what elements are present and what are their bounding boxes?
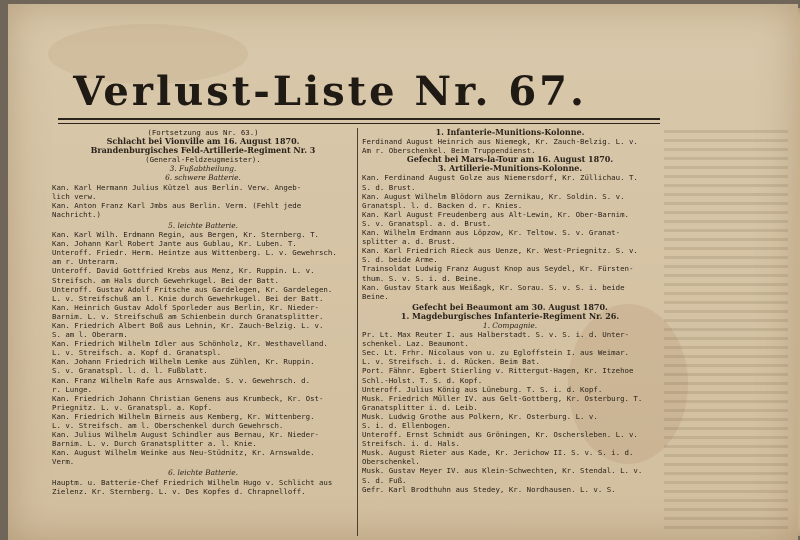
subsection-heading: 3. Fußabtheilung.: [169, 164, 237, 174]
list-entry-line: Unteroff. Gustav Adolf Fritsche aus Gardelegen, Kr. Gardelegen.: [52, 284, 333, 294]
column-divider: [357, 128, 358, 536]
list-entry-line: S. d. Brust.: [362, 182, 416, 192]
faded-text-column: [664, 130, 788, 530]
right-column: [362, 128, 658, 536]
list-entry-line: Musk. Ludwig Grothe aus Polkern, Kr. Osterburg. L. v.: [362, 411, 598, 421]
list-entry-line: Schl.-Holst. T. S. d. Kopf.: [362, 375, 483, 385]
list-entry-line: Kan. Friedrich Wilhelm Idler aus Schönholz, Kr. Westhavelland.: [52, 339, 328, 349]
list-entry-line: Streifsch. i. d. Hals.: [362, 439, 460, 449]
section-heading: 1. Magdeburgisches Infanterie-Regiment Nr. 26.: [400, 311, 620, 321]
list-entry-line: S. d. Fuß.: [362, 475, 407, 485]
list-entry-line: Kan. Karl August Freudenberg aus Alt-Lewin, Kr. Ober-Barnim.: [362, 209, 629, 219]
list-entry-line: Ferdinand August Heinrich aus Niemegk, Kr. Zauch-Belzig. L. v.: [362, 137, 638, 147]
list-entry-line: L. v. Streifsch. am l. Oberschenkel durch Gewehrsch.: [52, 421, 284, 430]
list-entry-line: Granatspl. l. d. Backen d. r. Knies.: [362, 200, 523, 210]
list-entry-line: Kan. Ferdinand August Golze aus Niemersdorf, Kr. Züllichau. T.: [362, 173, 638, 183]
list-entry-line: Beine.: [362, 291, 389, 301]
list-entry-line: S. i. d. Ellenbogen.: [362, 421, 451, 430]
list-entry-line: Kan. Julius Wilhelm August Schindler aus Bernau, Kr. Nieder-: [52, 430, 319, 440]
list-entry-line: Kan. Karl Hermann Julius Kützel aus Berlin. Verw. Angeb-: [52, 182, 302, 192]
list-entry-line: Kan. Johann Friedrich Wilhelm Lemke aus Zühlen, Kr. Ruppin.: [52, 357, 315, 367]
list-entry-line: Kan. Franz Wilhelm Rafe aus Arnswalde. S. v. Gewehrsch. d.: [52, 375, 311, 385]
list-entry-line: Granatsplitter i. d. Leib.: [362, 402, 478, 412]
list-entry-line: Nachricht.): [52, 209, 101, 219]
section-heading: Gefecht bei Beaumont am 30. August 1870.: [412, 302, 608, 312]
subsection-heading: 6. leichte Batterie.: [168, 468, 238, 478]
section-heading: 1. Infanterie-Munitions-Kolonne.: [435, 128, 585, 137]
list-entry-line: splitter a. d. Brust.: [362, 237, 456, 247]
list-entry-line: S. v. Granatspl. a. d. Brust.: [362, 218, 492, 228]
list-entry-line: Verm.: [52, 457, 75, 467]
list-entry-line: Kan. Heinrich Gustav Adolf Sporleder aus Berlin, Kr. Nieder-: [52, 302, 319, 312]
list-entry-line: Priegnitz. L. v. Granatspl. a. Kopf.: [52, 402, 213, 412]
list-entry-line: L. v. Streifschuß am l. Knie durch Gewehrkugel. Bei der Batt.: [52, 293, 324, 303]
list-entry-line: Musk. August Rieter aus Kade, Kr. Jerichow II. S. v. S. i. d.: [362, 448, 634, 458]
list-entry-line: Streifsch. am Hals durch Gewehrkugel. Bei der Batt.: [52, 275, 279, 285]
list-entry-line: schenkel. Laz. Beaumont.: [362, 339, 469, 349]
list-entry-line: Kan. August Wilhelm Weinke aus Neu-Stüdnitz, Kr. Arnswalde.: [52, 448, 315, 458]
list-entry-line: Am r. Oberschenkel. Beim Truppendienst.: [362, 146, 536, 156]
list-entry-line: (General-Feldzeugmeister).: [145, 155, 261, 165]
list-entry-line: Barnim. L. v. Durch Granatsplitter a. l. Knie.: [52, 439, 257, 449]
list-entry-line: S. v. Granatspl. l. d. l. Fußblatt.: [52, 366, 208, 376]
list-entry-line: (Fortsetzung aus Nr. 63.): [147, 128, 259, 137]
list-entry-line: Pr. Lt. Max Reuter I. aus Halberstadt. S. v. S. i. d. Unter-: [362, 330, 629, 340]
list-entry-line: S. am l. Oberarm.: [52, 330, 128, 340]
list-entry-line: L. v. Streifsch. i. d. Rücken. Beim Bat.: [362, 357, 540, 367]
list-entry-line: L. v. Streifsch. a. Kopf d. Granatspl.: [52, 348, 222, 358]
section-heading: Schlacht bei Vionville am 16. August 1870.: [106, 137, 300, 147]
list-entry-line: thum. S. v. S. i. d. Beine.: [362, 273, 483, 283]
list-entry-line: Zielenz. Kr. Sternberg. L. v. Des Kopfes d. Chrapnelloff.: [52, 486, 306, 496]
list-entry-line: am r. Unterarm.: [52, 257, 119, 267]
list-entry-line: Gefr. Karl Brodthuhn aus Stedey, Kr. Nordhausen. L. v. S.: [362, 484, 616, 494]
list-entry-line: Unteroff. Friedr. Herm. Heintze aus Wittenberg. L. v. Gewehrsch.: [52, 248, 337, 258]
title-rule: [58, 123, 660, 124]
subsection-heading: 1. Compagnie.: [482, 320, 538, 330]
list-entry-line: Kan. Gustav Stark aus Weißagk, Kr. Sorau. S. v. S. i. beide: [362, 282, 625, 292]
list-entry-line: Musk. Friedrich Müller IV. aus Gelt-Gottberg, Kr. Osterburg. T.: [362, 393, 643, 403]
list-entry-line: Oberschenkel.: [362, 457, 420, 467]
list-entry-line: S. d. beide Arme.: [362, 255, 438, 265]
list-entry-line: Kan. Friedrich Albert Boß aus Lehnin, Kr. Zauch-Belzig. L. v.: [52, 320, 324, 330]
list-entry-line: Kan. Karl Wilh. Erdmann Regin, aus Bergen, Kr. Sternberg. T.: [52, 230, 319, 240]
list-entry-line: lich verw.: [52, 191, 97, 201]
list-entry-line: Unteroff. Ernst Schmidt aus Gröningen, Kr. Oschersleben. L. v.: [362, 430, 638, 440]
list-entry-line: Kan. Anton Franz Karl Jmbs aus Berlin. Verm. (Fehlt jede: [52, 200, 302, 210]
section-heading: 3. Artillerie-Munitions-Kolonne.: [437, 164, 583, 174]
list-entry-line: Musk. Gustav Meyer IV. aus Klein-Schwechten, Kr. Stendal. L. v.: [362, 466, 643, 476]
list-entry-line: Unteroff. Julius König aus Lüneburg. T. S. i. d. Kopf.: [362, 384, 603, 394]
list-entry-line: Trainsoldat Ludwig Franz August Knop aus Seydel, Kr. Fürsten-: [362, 264, 634, 274]
title-rule: [58, 118, 660, 120]
list-entry-line: Kan. August Wilhelm Blödorn aus Zernikau, Kr. Soldin. S. v.: [362, 191, 625, 201]
list-entry-line: Kan. Friedrich Johann Christian Genens aus Krumbeck, Kr. Ost-: [52, 393, 324, 403]
subsection-heading: 6. schwere Batterie.: [165, 173, 241, 183]
list-entry-line: Barnim. L. v. Streifschuß am Schienbein durch Granatsplitter.: [52, 311, 324, 321]
subsection-heading: 5. leichte Batterie.: [168, 220, 238, 230]
list-entry-line: r. Lunge.: [52, 384, 93, 394]
list-entry-line: Kan. Wilhelm Erdmann aus Löpzow, Kr. Teltow. S. v. Granat-: [362, 228, 621, 238]
list-entry-line: Unteroff. David Gottfried Krebs aus Menz, Kr. Ruppin. L. v.: [52, 266, 315, 276]
left-column: [52, 128, 354, 536]
list-entry-line: Port. Fähnr. Egbert Stierling v. Rittergut-Hagen, Kr. Itzehoe: [362, 366, 634, 376]
section-heading: Gefecht bei Mars-la-Tour am 16. August 1870.: [406, 155, 614, 165]
list-entry-line: Hauptm. u. Batterie-Chef Friedrich Wilhelm Hugo v. Schlicht aus: [52, 477, 333, 487]
list-entry-line: Kan. Friedrich Wilhelm Birneis aus Kemberg, Kr. Wittenberg.: [52, 411, 315, 421]
list-entry-line: Kan. Johann Karl Robert Jante aus Gublau, Kr. Luben. T.: [52, 239, 297, 249]
page-title: Verlust-Liste Nr. 67.: [73, 68, 587, 115]
list-entry-line: Kan. Karl Friedrich Rieck aus Uenze, Kr. West-Priegnitz. S. v.: [362, 246, 638, 256]
section-heading: Brandenburgisches Feld-Artillerie-Regiment Nr. 3: [90, 146, 316, 156]
list-entry-line: Sec. Lt. Frhr. Nicolaus von u. zu Egloffstein I. aus Weimar.: [362, 348, 629, 358]
